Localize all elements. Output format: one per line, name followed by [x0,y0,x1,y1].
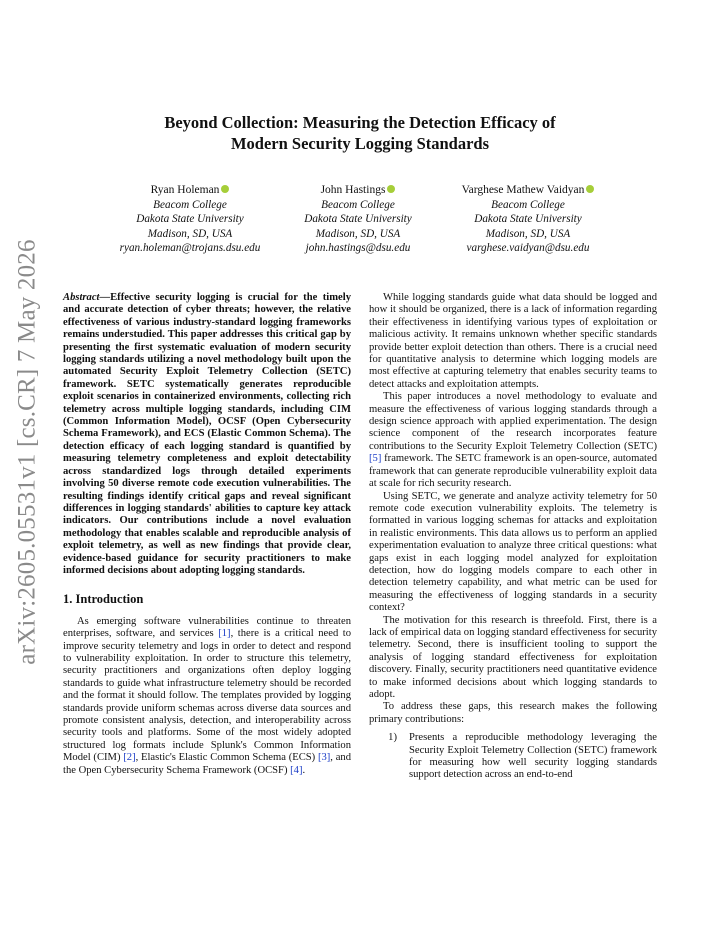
contributions-list [369,732,657,782]
intro-paragraph-6: To address these gaps, this research makes the following primary contributions: [369,701,657,725]
paper-title [60,112,660,154]
author-university: Dakota State University [474,213,582,225]
author-college: Beacom College [153,198,227,211]
intro-paragraph-5: The motivation for this research is threefold. First, there is a lack of empirical data on logging standard effectiveness for security telemetry. Second, there is insufficient tooling to support the analysis of logging standard effectiveness for exploitation discovery. Finally, security practitioners need quantitative evidence to make informed decisions about which logging standards to adopt. [369,614,657,700]
citation-link[interactable]: [3] [317,752,331,764]
author-email[interactable]: varghese.vaidyan@dsu.edu [466,242,590,254]
paragraph-text: , Elastic's Elastic Common Schema (ECS) [135,752,318,764]
author-university: Dakota State University [304,213,412,225]
orcid-icon[interactable] [387,185,395,193]
left-column [63,292,351,777]
arxiv-identifier [6,239,50,665]
author-location: Madison, SD, USA [485,227,571,240]
section-heading-introduction: 1. Introduction [63,592,144,607]
arxiv-identifier-text: arXiv:2605.05531v1 [cs.CR] 7 May 2026 [14,239,42,665]
title-line-1: Beyond Collection: Measuring the Detection Efficacy of [164,113,556,132]
author-name: John Hastings [320,184,386,196]
citation-link[interactable]: [2] [123,752,136,764]
author-email[interactable]: ryan.holeman@trojans.dsu.edu [119,242,261,254]
abstract-text: —Effective security logging is crucial for the timely and accurate detection of cyber threats; however, the relative effectiveness of various industry-standard logging frameworks remains understudied. This paper addresses this critical gap by presenting the first systematic evaluation of modern security logging standards utilizing a novel methodology built upon the automated Security Exploit Telemetry Collection (SETC) framework. SETC systematically generates reproducible exploit scenarios in containerized environments, collecting rich telemetry across multiple logging standards, including CIM (Common Information Model), OCSF (Open Cybersecurity Schema Framework), and ECS (Elastic Common Schema). The detection efficacy of each logging standard is quantified by measuring telemetry completeness and exploit detectability across standardized logs through detailed experiments involving 50 diverse remote code execution vulnerabilities. The resulting findings identify critical gaps and reveal significant differences in logging standards' abilities to capture key attack indicators. Our contributions include a novel evaluation methodology that enables scalable and reproducible analysis of exploit telemetry, as well as new findings that provide clear, evidence-based guidance for security practitioners to make informed decisions about adopting logging standards. [63,292,351,576]
citation-link[interactable]: [4] [290,764,303,776]
right-column [369,292,657,782]
paragraph-text: framework. The SETC framework is an open-source, automated framework that can generate reproducible vulnerability exploit data at scale for rich security research. [369,453,657,490]
list-item-text: Presents a reproducible methodology leveraging the Security Exploit Telemetry Collection (SETC) framework for measuring how well security logging standards support detection across an end-to-end [409,732,657,781]
list-item-number: 1) [388,732,397,744]
author-location: Madison, SD, USA [315,227,401,240]
intro-paragraph-1 [63,616,351,777]
paragraph-text: This paper introduces a novel methodology to evaluate and measure the effectiveness of various logging standards through a design science approach with applied experimentation. The design science component of the research incorporates feature contributions to the Security Exploit Telemetry Collection (SETC) [369,391,657,452]
abstract-label: Abstract [63,292,100,303]
intro-paragraph-4: Using SETC, we generate and analyze activity telemetry for 50 remote code execution vulnerability exploits. The telemetry is formatted in various logging schemas for attacks and exploitation in realistic environments. This data allows us to perform an applied experimentation evaluation to analyze three critical questions: what gaps exist in each logging model analyzed for exploitation detection, how do logging models compare to each other in detection telemetry capability, and what metric can be used for measuring the effectiveness of logging standards in a security context? [369,490,657,614]
intro-paragraph-3 [369,391,657,490]
paragraph-text: , there is a critical need to improve security telemetry and logs in order to detect and respond to vulnerability exploitation. In order to structure this telemetry, security practitioners and organizations often deploy logging standards to guide what infrastructure telemetry should be recorded and the format it should follow. The templates provided by logging standards provide uniform schemas across diverse data sources and promote consistent analysis, detection, and interoperability across security tools and platforms. Some of the most widely adopted structured log formats include Splunk's Common Information Model (CIM) [63,628,352,764]
author-location: Madison, SD, USA [147,227,233,240]
paragraph-text: , and the Open Cybersecurity Schema Framework (OCSF) [63,752,351,776]
author-name: Ryan Holeman [150,184,220,196]
paragraph-text: . [302,764,306,776]
intro-paragraph-2: While logging standards guide what data should be logged and how it should be organized, there is a lack of information regarding their effectiveness in identifying various types of exploitation or malicious activity. It remains unknown whether specific standards provide better exploit detection than others. There is a crucial need for quantitative analysis to determine which logging models are most effective at capturing telemetry that enables security teams to detect attacks and exploitation attempts. [369,292,657,390]
author-email[interactable]: john.hastings@dsu.edu [305,242,411,254]
orcid-icon[interactable] [586,185,594,193]
author-block [90,183,630,263]
author-college: Beacom College [321,198,395,211]
author-college: Beacom College [491,198,565,211]
citation-link[interactable]: [1] [218,628,231,640]
author-university: Dakota State University [136,213,244,225]
orcid-icon[interactable] [221,185,229,193]
author-3 [428,183,628,256]
title-line-2: Modern Security Logging Standards [230,134,490,153]
abstract [63,292,351,577]
citation-link[interactable]: [5] [369,453,382,465]
paragraph-text: As emerging software vulnerabilities continue to threaten enterprises, software, and services [63,615,351,640]
author-name: Varghese Mathew Vaidyan [461,184,585,196]
list-item [369,732,657,782]
